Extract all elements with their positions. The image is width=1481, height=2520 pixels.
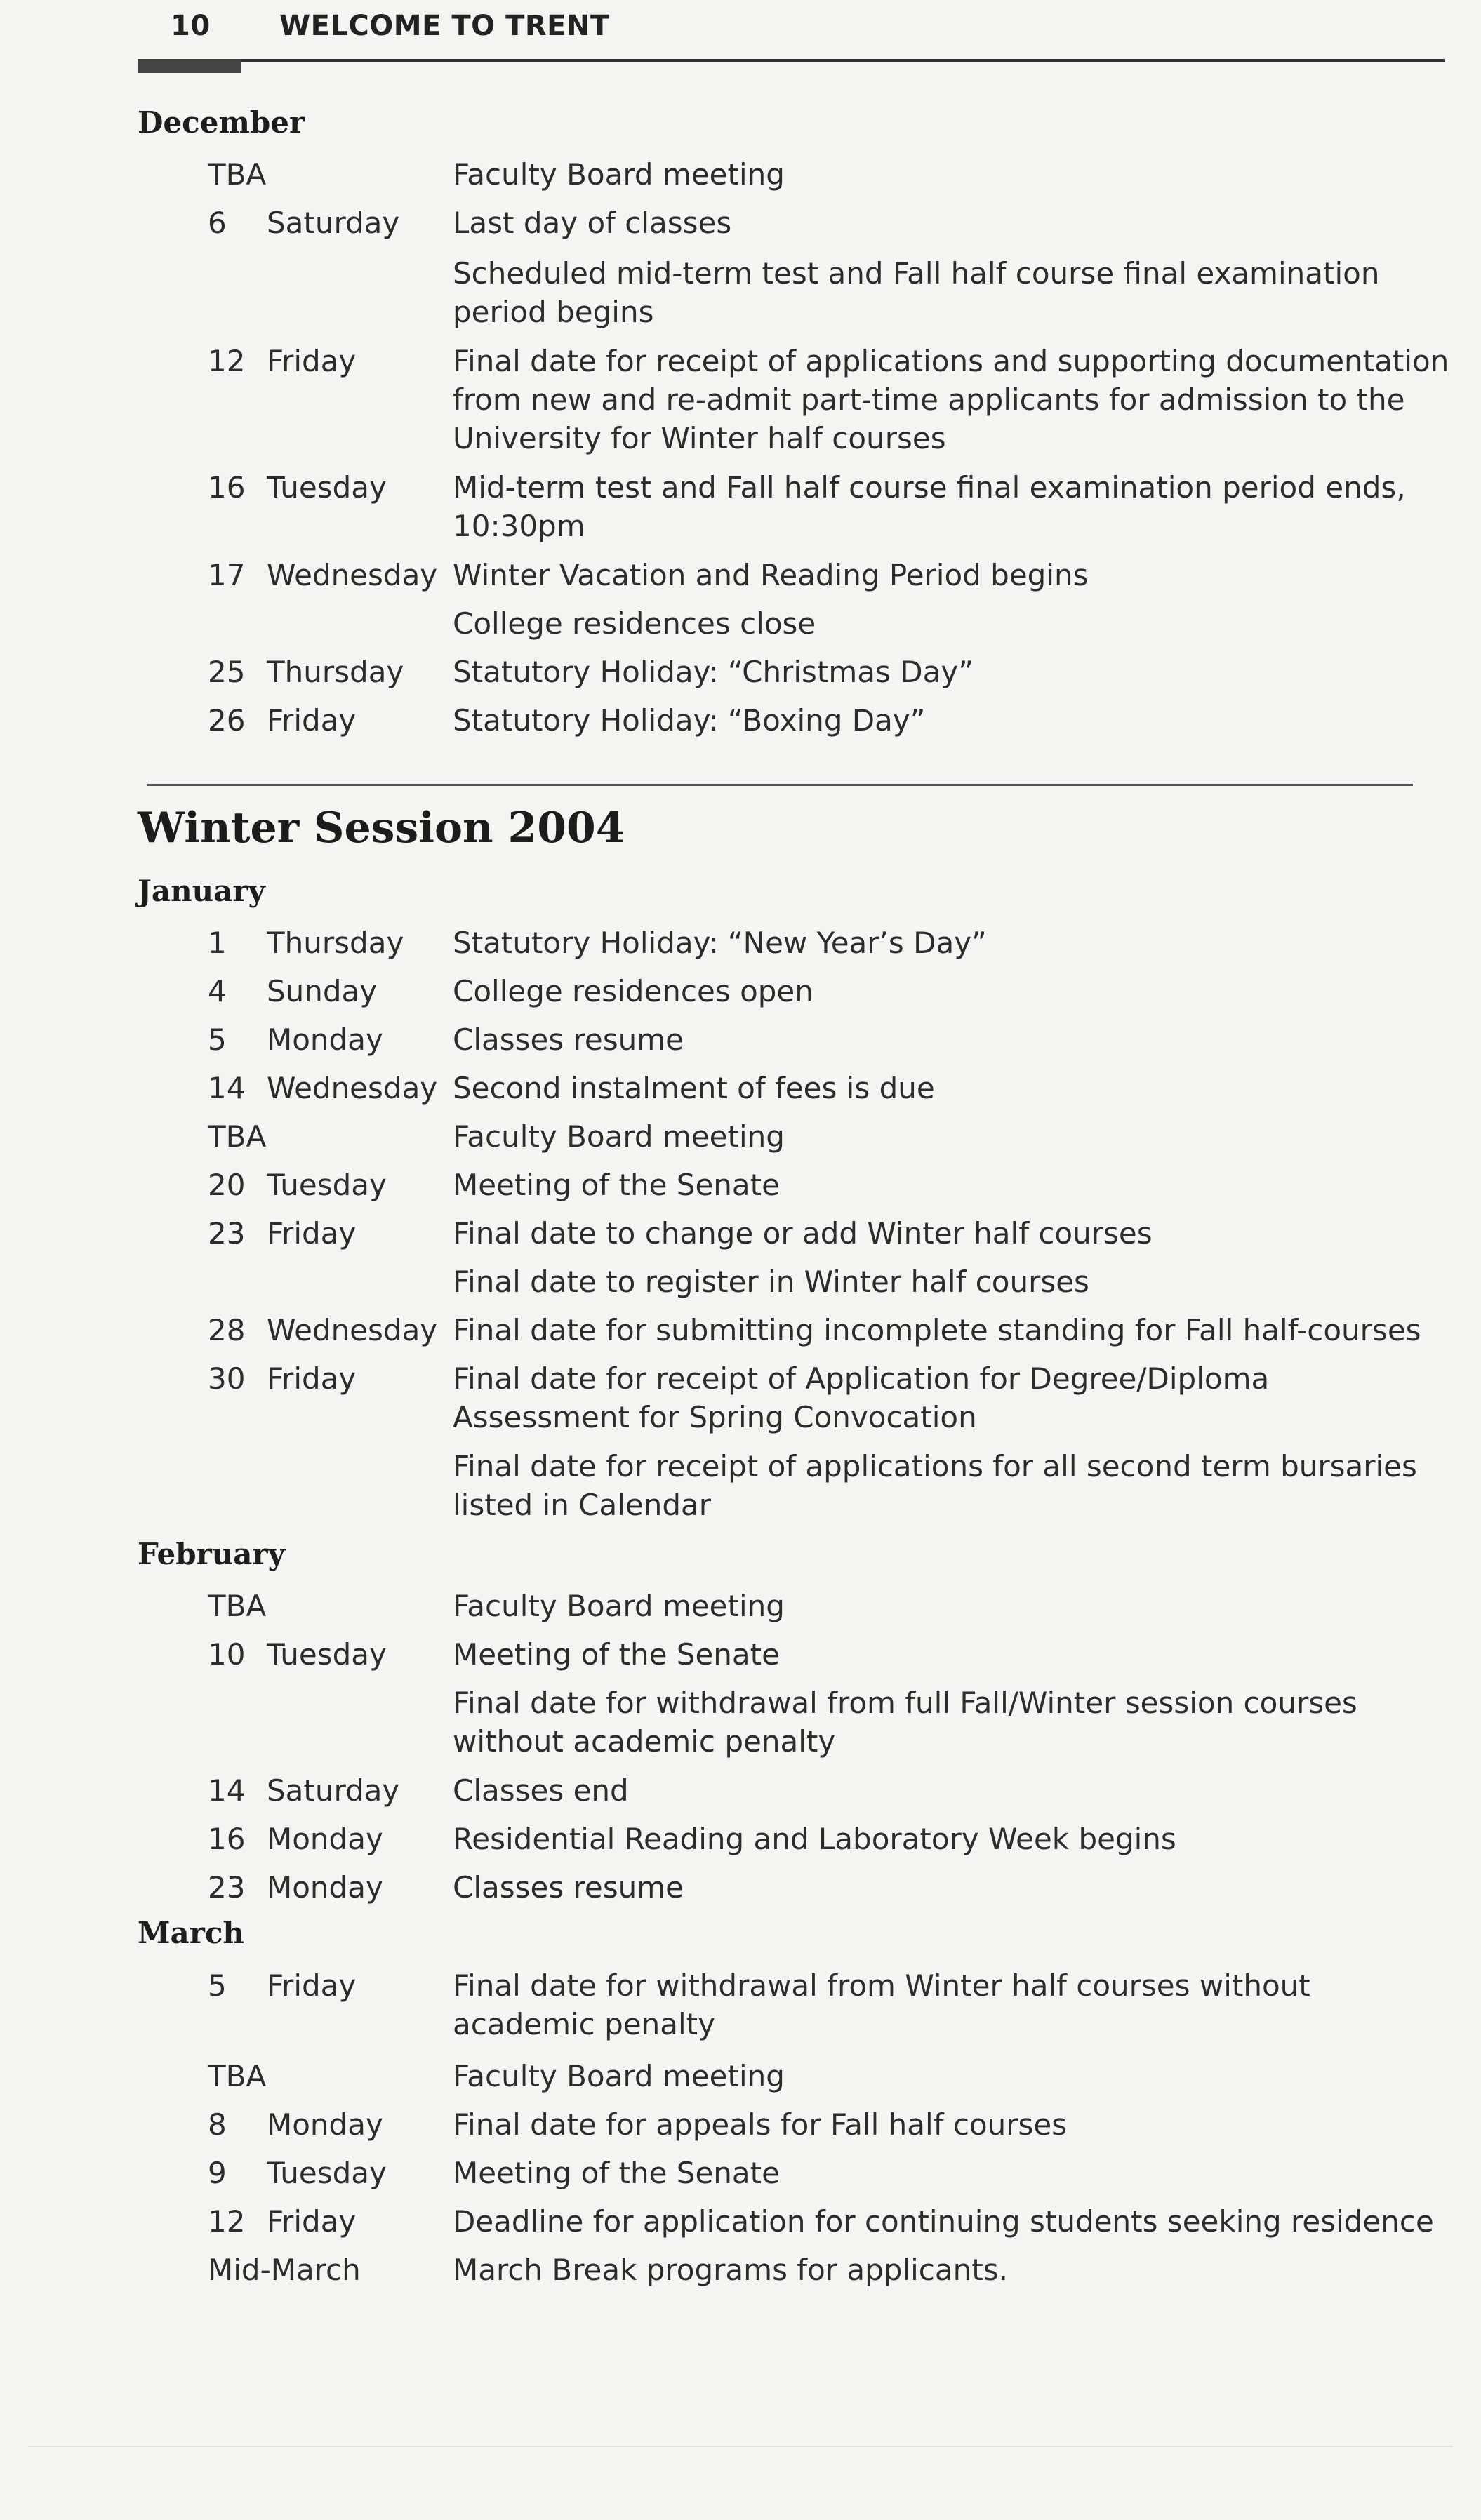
row-weekday: Tuesday <box>267 2156 387 2190</box>
row-event: Final date for submitting incomplete standing for Fall half-courses <box>453 1313 1421 1347</box>
row-day: TBA <box>208 157 267 192</box>
row-event: Final date to change or add Winter half courses <box>453 1216 1153 1251</box>
row-event: Final date for receipt of applications for all second term bursaries listed in Calendar <box>453 1449 1417 1522</box>
row-event: Statutory Holiday: “Christmas Day” <box>453 655 974 689</box>
row-event: Final date for withdrawal from Winter half courses without academic penalty <box>453 1968 1310 2041</box>
row-weekday: Friday <box>267 1361 357 1396</box>
row-event: Mid-term test and Fall half course final examination period ends, 10:30pm <box>453 470 1406 543</box>
row-event: Residential Reading and Laboratory Week begins <box>453 1822 1176 1856</box>
header-tab-block <box>138 59 241 73</box>
row-event: March Break programs for applicants. <box>453 2253 1008 2287</box>
row-day: 8 <box>208 2107 227 2142</box>
row-day: 23 <box>208 1870 246 1905</box>
row-day: TBA <box>208 1119 267 1154</box>
row-event: Meeting of the Senate <box>453 1637 780 1672</box>
header-rule <box>138 59 1445 62</box>
row-event: Second instalment of fees is due <box>453 1071 935 1105</box>
row-event: Final date for receipt of applications and supporting documentation from new and re-admit part-time applicants for admission to the University for Winter half courses <box>453 344 1449 455</box>
row-day: 16 <box>208 470 246 505</box>
row-event: Final date for receipt of Application for Degree/Diploma Assessment for Spring Convocation <box>453 1361 1270 1434</box>
row-weekday: Wednesday <box>267 558 438 592</box>
row-weekday: Tuesday <box>267 470 387 505</box>
row-event: Faculty Board meeting <box>453 1119 785 1154</box>
row-weekday: Monday <box>267 1022 383 1057</box>
row-day: 23 <box>208 1216 246 1251</box>
row-event: College residences open <box>453 974 813 1008</box>
row-event: Classes end <box>453 1773 629 1808</box>
row-day: 26 <box>208 703 246 738</box>
running-header <box>171 10 610 42</box>
row-weekday: Wednesday <box>267 1313 438 1347</box>
row-day: 4 <box>208 974 227 1008</box>
month-heading-february: February <box>138 1537 286 1571</box>
row-day: TBA <box>208 1589 267 1623</box>
row-day: 17 <box>208 558 246 592</box>
page-number: 10 <box>171 10 211 42</box>
row-event: Statutory Holiday: “Boxing Day” <box>453 703 926 738</box>
row-event: Faculty Board meeting <box>453 2059 785 2093</box>
row-weekday: Friday <box>267 344 357 378</box>
month-heading-january: January <box>138 874 265 908</box>
row-day: 14 <box>208 1071 246 1105</box>
row-weekday: Monday <box>267 1870 383 1905</box>
row-day: 12 <box>208 2204 246 2239</box>
row-day: 28 <box>208 1313 246 1347</box>
row-event: Classes resume <box>453 1870 684 1905</box>
row-day: Mid-March <box>208 2253 361 2287</box>
row-event: Statutory Holiday: “New Year’s Day” <box>453 926 987 960</box>
section-title: Winter Session 2004 <box>138 804 625 853</box>
row-day: 5 <box>208 1022 227 1057</box>
row-event: Last day of classes <box>453 206 732 240</box>
row-event: Meeting of the Senate <box>453 1168 780 1202</box>
month-heading-march: March <box>138 1916 244 1950</box>
row-weekday: Monday <box>267 1822 383 1856</box>
row-day: 6 <box>208 206 227 240</box>
row-weekday: Tuesday <box>267 1637 387 1672</box>
row-weekday: Friday <box>267 2204 357 2239</box>
row-weekday: Tuesday <box>267 1168 387 1202</box>
row-day: 25 <box>208 655 246 689</box>
row-day: 12 <box>208 344 246 378</box>
row-weekday: Friday <box>267 1968 357 2003</box>
row-day: 30 <box>208 1361 246 1396</box>
row-event: Final date to register in Winter half courses <box>453 1265 1089 1299</box>
row-day: 1 <box>208 926 227 960</box>
row-event: Faculty Board meeting <box>453 1589 785 1623</box>
row-day: 14 <box>208 1773 246 1808</box>
row-weekday: Thursday <box>267 926 404 960</box>
row-event: Meeting of the Senate <box>453 2156 780 2190</box>
row-weekday: Friday <box>267 1216 357 1251</box>
running-title: WELCOME TO TRENT <box>279 10 610 42</box>
row-weekday: Wednesday <box>267 1071 438 1105</box>
row-day: 16 <box>208 1822 246 1856</box>
row-event: Winter Vacation and Reading Period begins <box>453 558 1089 592</box>
row-event: Final date for withdrawal from full Fall/Winter session courses without academic penalty <box>453 1686 1357 1759</box>
row-event: College residences close <box>453 606 816 641</box>
row-weekday: Sunday <box>267 974 378 1008</box>
row-event: Classes resume <box>453 1022 684 1057</box>
row-event: Faculty Board meeting <box>453 157 785 192</box>
row-weekday: Thursday <box>267 655 404 689</box>
page-bottom-edge <box>28 2446 1453 2447</box>
row-event: Deadline for application for continuing students seeking residence <box>453 2204 1434 2239</box>
row-event: Scheduled mid-term test and Fall half course final examination period begins <box>453 256 1380 329</box>
row-weekday: Friday <box>267 703 357 738</box>
row-event: Final date for appeals for Fall half courses <box>453 2107 1068 2142</box>
row-weekday: Monday <box>267 2107 383 2142</box>
row-day: 5 <box>208 1968 227 2003</box>
row-day: 9 <box>208 2156 227 2190</box>
row-day: 20 <box>208 1168 246 1202</box>
section-divider <box>147 784 1413 786</box>
month-heading-december: December <box>138 105 305 140</box>
row-weekday: Saturday <box>267 1773 400 1808</box>
row-weekday: Saturday <box>267 206 400 240</box>
row-day: TBA <box>208 2059 267 2093</box>
row-day: 10 <box>208 1637 246 1672</box>
